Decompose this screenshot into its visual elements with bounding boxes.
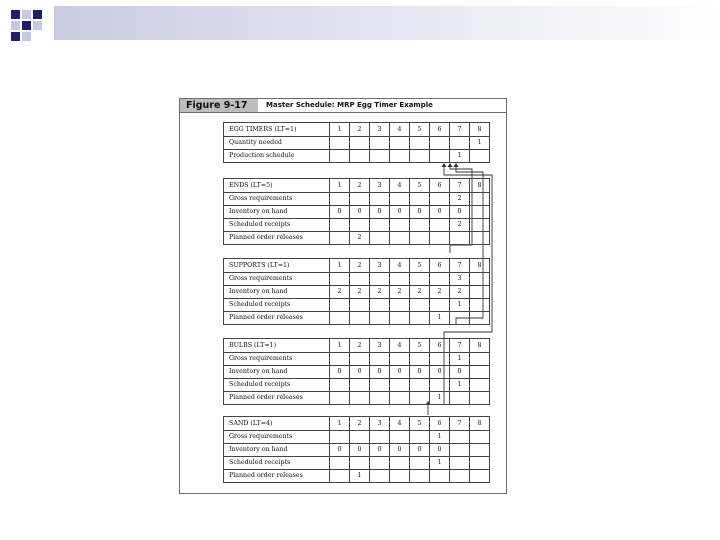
arrow-head bbox=[454, 163, 459, 167]
table-cell bbox=[410, 312, 430, 325]
table-cell: 0 bbox=[350, 206, 370, 219]
table-cell: 2 bbox=[450, 286, 470, 299]
table-cell: 0 bbox=[330, 366, 350, 379]
table-cell bbox=[430, 137, 450, 150]
period-header: 6 bbox=[430, 123, 450, 137]
table-cell bbox=[410, 379, 430, 392]
period-header: 2 bbox=[350, 417, 370, 431]
table-cell bbox=[410, 299, 430, 312]
table-cell bbox=[350, 457, 370, 470]
row-label: Scheduled receipts bbox=[224, 219, 330, 232]
table-header-row bbox=[224, 179, 490, 193]
table-cell: 1 bbox=[350, 470, 370, 483]
table-cell: 2 bbox=[330, 286, 350, 299]
table-cell: 0 bbox=[410, 206, 430, 219]
table-cell: 2 bbox=[450, 219, 470, 232]
row-label: Inventory on hand bbox=[224, 444, 330, 457]
table-cell bbox=[470, 392, 490, 405]
table-cell bbox=[470, 353, 490, 366]
decoration-square bbox=[11, 21, 20, 30]
table-row bbox=[224, 379, 490, 392]
period-header: 1 bbox=[330, 339, 350, 353]
mrp-table-0 bbox=[223, 122, 490, 163]
arrow-head bbox=[448, 163, 453, 167]
table-cell bbox=[370, 299, 390, 312]
table-cell bbox=[430, 299, 450, 312]
table-cell: 3 bbox=[450, 273, 470, 286]
table-cell bbox=[450, 457, 470, 470]
table-cell bbox=[410, 193, 430, 206]
table-cell bbox=[390, 150, 410, 163]
table-cell bbox=[470, 379, 490, 392]
table-cell: 1 bbox=[450, 150, 470, 163]
table-cell bbox=[450, 470, 470, 483]
period-header: 6 bbox=[430, 179, 450, 193]
table-cell bbox=[470, 366, 490, 379]
table-cell: 1 bbox=[450, 379, 470, 392]
table-cell bbox=[410, 392, 430, 405]
table-cell bbox=[330, 137, 350, 150]
period-header: 5 bbox=[410, 179, 430, 193]
table-cell bbox=[330, 392, 350, 405]
table-cell bbox=[410, 431, 430, 444]
period-header: 3 bbox=[370, 123, 390, 137]
table-cell: 2 bbox=[450, 193, 470, 206]
row-label: Planned order releases bbox=[224, 392, 330, 405]
period-header: 4 bbox=[390, 179, 410, 193]
table-cell: 0 bbox=[390, 444, 410, 457]
table-cell bbox=[390, 379, 410, 392]
table-cell: 1 bbox=[470, 137, 490, 150]
table-cell bbox=[350, 353, 370, 366]
table-cell bbox=[330, 219, 350, 232]
table-cell: 1 bbox=[430, 457, 450, 470]
period-header: 4 bbox=[390, 417, 410, 431]
table-cell bbox=[330, 379, 350, 392]
item-name: BULBS (LT=1) bbox=[224, 339, 330, 353]
table-cell: 0 bbox=[430, 366, 450, 379]
table-cell bbox=[330, 431, 350, 444]
row-label: Gross requirements bbox=[224, 273, 330, 286]
row-label: Production schedule bbox=[224, 150, 330, 163]
table-cell bbox=[370, 193, 390, 206]
period-header: 2 bbox=[350, 339, 370, 353]
table-cell bbox=[410, 457, 430, 470]
table-cell bbox=[410, 137, 430, 150]
period-header: 5 bbox=[410, 417, 430, 431]
table-cell: 0 bbox=[370, 444, 390, 457]
table-header-row bbox=[224, 339, 490, 353]
table-cell bbox=[370, 392, 390, 405]
table-cell bbox=[430, 273, 450, 286]
period-header: 3 bbox=[370, 417, 390, 431]
table-cell: 2 bbox=[350, 286, 370, 299]
table-cell bbox=[470, 470, 490, 483]
row-label: Planned order releases bbox=[224, 470, 330, 483]
decoration-square bbox=[22, 21, 31, 30]
period-header: 7 bbox=[450, 417, 470, 431]
item-name: SUPPORTS (LT=1) bbox=[224, 259, 330, 273]
table-cell bbox=[370, 353, 390, 366]
period-header: 4 bbox=[390, 123, 410, 137]
mrp-table-3 bbox=[223, 338, 490, 405]
row-label: Scheduled receipts bbox=[224, 299, 330, 312]
table-cell bbox=[450, 232, 470, 245]
table-row bbox=[224, 431, 490, 444]
table-cell: 1 bbox=[430, 431, 450, 444]
table-row bbox=[224, 299, 490, 312]
period-header: 1 bbox=[330, 417, 350, 431]
period-header: 6 bbox=[430, 417, 450, 431]
table-cell bbox=[410, 150, 430, 163]
table-cell: 0 bbox=[410, 366, 430, 379]
table-cell bbox=[330, 470, 350, 483]
table-row bbox=[224, 470, 490, 483]
table-row bbox=[224, 366, 490, 379]
table-cell: 2 bbox=[410, 286, 430, 299]
table-cell bbox=[350, 312, 370, 325]
period-header: 6 bbox=[430, 339, 450, 353]
period-header: 8 bbox=[470, 417, 490, 431]
table-cell bbox=[410, 470, 430, 483]
table-cell bbox=[390, 470, 410, 483]
table-cell: 0 bbox=[430, 444, 450, 457]
period-header: 1 bbox=[330, 123, 350, 137]
table-cell: 0 bbox=[370, 366, 390, 379]
table-cell bbox=[430, 232, 450, 245]
table-cell bbox=[330, 150, 350, 163]
row-label: Inventory on hand bbox=[224, 286, 330, 299]
table-cell bbox=[390, 312, 410, 325]
period-header: 7 bbox=[450, 259, 470, 273]
mrp-figure bbox=[179, 98, 507, 494]
table-cell bbox=[370, 232, 390, 245]
table-cell bbox=[350, 392, 370, 405]
table-cell bbox=[470, 299, 490, 312]
table-cell: 0 bbox=[390, 206, 410, 219]
decoration-square bbox=[11, 10, 20, 19]
table-cell: 0 bbox=[410, 444, 430, 457]
table-cell bbox=[390, 457, 410, 470]
table-cell bbox=[370, 379, 390, 392]
table-cell bbox=[450, 312, 470, 325]
table-cell bbox=[470, 273, 490, 286]
row-label: Gross requirements bbox=[224, 431, 330, 444]
table-cell bbox=[350, 193, 370, 206]
table-cell bbox=[430, 470, 450, 483]
table-cell bbox=[470, 457, 490, 470]
table-cell bbox=[430, 219, 450, 232]
mrp-table-1 bbox=[223, 178, 490, 245]
row-label: Gross requirements bbox=[224, 193, 330, 206]
table-cell bbox=[450, 444, 470, 457]
period-header: 1 bbox=[330, 259, 350, 273]
table-cell: 0 bbox=[350, 366, 370, 379]
period-header: 3 bbox=[370, 179, 390, 193]
period-header: 3 bbox=[370, 259, 390, 273]
table-cell bbox=[470, 150, 490, 163]
table-row bbox=[224, 232, 490, 245]
period-header: 8 bbox=[470, 123, 490, 137]
table-cell: 2 bbox=[390, 286, 410, 299]
table-cell: 0 bbox=[330, 206, 350, 219]
table-cell bbox=[450, 431, 470, 444]
table-cell bbox=[370, 273, 390, 286]
decoration-square bbox=[22, 32, 31, 41]
table-cell bbox=[450, 137, 470, 150]
table-cell bbox=[410, 219, 430, 232]
period-header: 7 bbox=[450, 179, 470, 193]
table-cell bbox=[330, 457, 350, 470]
period-header: 5 bbox=[410, 259, 430, 273]
table-header-row bbox=[224, 123, 490, 137]
table-row bbox=[224, 273, 490, 286]
table-cell bbox=[330, 232, 350, 245]
table-cell bbox=[330, 273, 350, 286]
table-cell bbox=[350, 219, 370, 232]
table-cell bbox=[470, 312, 490, 325]
figure-label: Figure 9-17 bbox=[180, 99, 258, 112]
decoration-gradient-bar bbox=[54, 6, 720, 40]
table-cell bbox=[470, 286, 490, 299]
period-header: 3 bbox=[370, 339, 390, 353]
period-header: 7 bbox=[450, 339, 470, 353]
row-label: Inventory on hand bbox=[224, 366, 330, 379]
table-cell bbox=[350, 379, 370, 392]
table-row bbox=[224, 312, 490, 325]
period-header: 2 bbox=[350, 259, 370, 273]
table-row bbox=[224, 150, 490, 163]
table-cell bbox=[470, 206, 490, 219]
period-header: 5 bbox=[410, 339, 430, 353]
table-cell: 0 bbox=[450, 366, 470, 379]
table-cell bbox=[430, 150, 450, 163]
arrow-head bbox=[442, 163, 447, 167]
table-cell bbox=[390, 273, 410, 286]
table-cell: 0 bbox=[390, 366, 410, 379]
period-header: 8 bbox=[470, 179, 490, 193]
table-row bbox=[224, 206, 490, 219]
row-label: Planned order releases bbox=[224, 232, 330, 245]
period-header: 4 bbox=[390, 259, 410, 273]
decoration-square bbox=[33, 10, 42, 19]
table-cell: 0 bbox=[370, 206, 390, 219]
table-cell bbox=[350, 273, 370, 286]
table-cell bbox=[390, 392, 410, 405]
row-label: Planned order releases bbox=[224, 312, 330, 325]
table-cell bbox=[430, 379, 450, 392]
table-cell bbox=[410, 232, 430, 245]
table-cell: 1 bbox=[450, 353, 470, 366]
table-cell bbox=[350, 150, 370, 163]
table-row bbox=[224, 353, 490, 366]
item-name: ENDS (LT=5) bbox=[224, 179, 330, 193]
table-cell bbox=[370, 137, 390, 150]
mrp-table-4 bbox=[223, 416, 490, 483]
table-cell: 2 bbox=[430, 286, 450, 299]
table-cell bbox=[370, 470, 390, 483]
table-cell: 2 bbox=[350, 232, 370, 245]
table-row bbox=[224, 193, 490, 206]
table-cell bbox=[350, 137, 370, 150]
table-row bbox=[224, 457, 490, 470]
table-cell bbox=[370, 457, 390, 470]
table-cell bbox=[330, 312, 350, 325]
table-cell: 2 bbox=[370, 286, 390, 299]
table-cell bbox=[390, 353, 410, 366]
period-header: 2 bbox=[350, 179, 370, 193]
table-header-row bbox=[224, 259, 490, 273]
table-row bbox=[224, 219, 490, 232]
table-row bbox=[224, 286, 490, 299]
mrp-table-2 bbox=[223, 258, 490, 325]
table-cell bbox=[350, 299, 370, 312]
table-cell bbox=[470, 219, 490, 232]
row-label: Inventory on hand bbox=[224, 206, 330, 219]
table-cell bbox=[350, 431, 370, 444]
table-cell bbox=[470, 193, 490, 206]
decoration-square bbox=[11, 32, 20, 41]
table-cell bbox=[330, 299, 350, 312]
period-header: 2 bbox=[350, 123, 370, 137]
period-header: 1 bbox=[330, 179, 350, 193]
table-cell bbox=[330, 353, 350, 366]
period-header: 8 bbox=[470, 259, 490, 273]
table-cell bbox=[370, 312, 390, 325]
table-cell bbox=[430, 193, 450, 206]
table-cell: 0 bbox=[350, 444, 370, 457]
table-cell bbox=[430, 353, 450, 366]
table-cell bbox=[390, 299, 410, 312]
table-cell bbox=[410, 273, 430, 286]
item-name: SAND (LT=4) bbox=[224, 417, 330, 431]
table-cell bbox=[470, 431, 490, 444]
table-row bbox=[224, 137, 490, 150]
table-cell bbox=[390, 193, 410, 206]
table-cell bbox=[390, 431, 410, 444]
figure-title: Master Schedule: MRP Egg Timer Example bbox=[266, 101, 433, 109]
table-cell bbox=[370, 431, 390, 444]
table-cell bbox=[450, 392, 470, 405]
table-cell bbox=[390, 232, 410, 245]
item-name: EGG TIMERS (LT=1) bbox=[224, 123, 330, 137]
period-header: 5 bbox=[410, 123, 430, 137]
table-cell: 0 bbox=[430, 206, 450, 219]
row-label: Quantity needed bbox=[224, 137, 330, 150]
table-cell: 1 bbox=[430, 392, 450, 405]
table-cell bbox=[390, 137, 410, 150]
table-cell: 0 bbox=[330, 444, 350, 457]
row-label: Gross requirements bbox=[224, 353, 330, 366]
period-header: 6 bbox=[430, 259, 450, 273]
table-cell: 1 bbox=[450, 299, 470, 312]
period-header: 4 bbox=[390, 339, 410, 353]
row-label: Scheduled receipts bbox=[224, 457, 330, 470]
table-cell bbox=[410, 353, 430, 366]
decoration-square bbox=[22, 10, 31, 19]
slide-decoration bbox=[0, 0, 720, 52]
table-cell bbox=[330, 193, 350, 206]
table-cell: 0 bbox=[450, 206, 470, 219]
table-cell bbox=[370, 219, 390, 232]
row-label: Scheduled receipts bbox=[224, 379, 330, 392]
table-cell: 1 bbox=[430, 312, 450, 325]
table-row bbox=[224, 444, 490, 457]
period-header: 8 bbox=[470, 339, 490, 353]
table-cell bbox=[370, 150, 390, 163]
table-row bbox=[224, 392, 490, 405]
table-header-row bbox=[224, 417, 490, 431]
decoration-square bbox=[33, 21, 42, 30]
table-cell bbox=[390, 219, 410, 232]
period-header: 7 bbox=[450, 123, 470, 137]
table-cell bbox=[470, 232, 490, 245]
table-cell bbox=[470, 444, 490, 457]
